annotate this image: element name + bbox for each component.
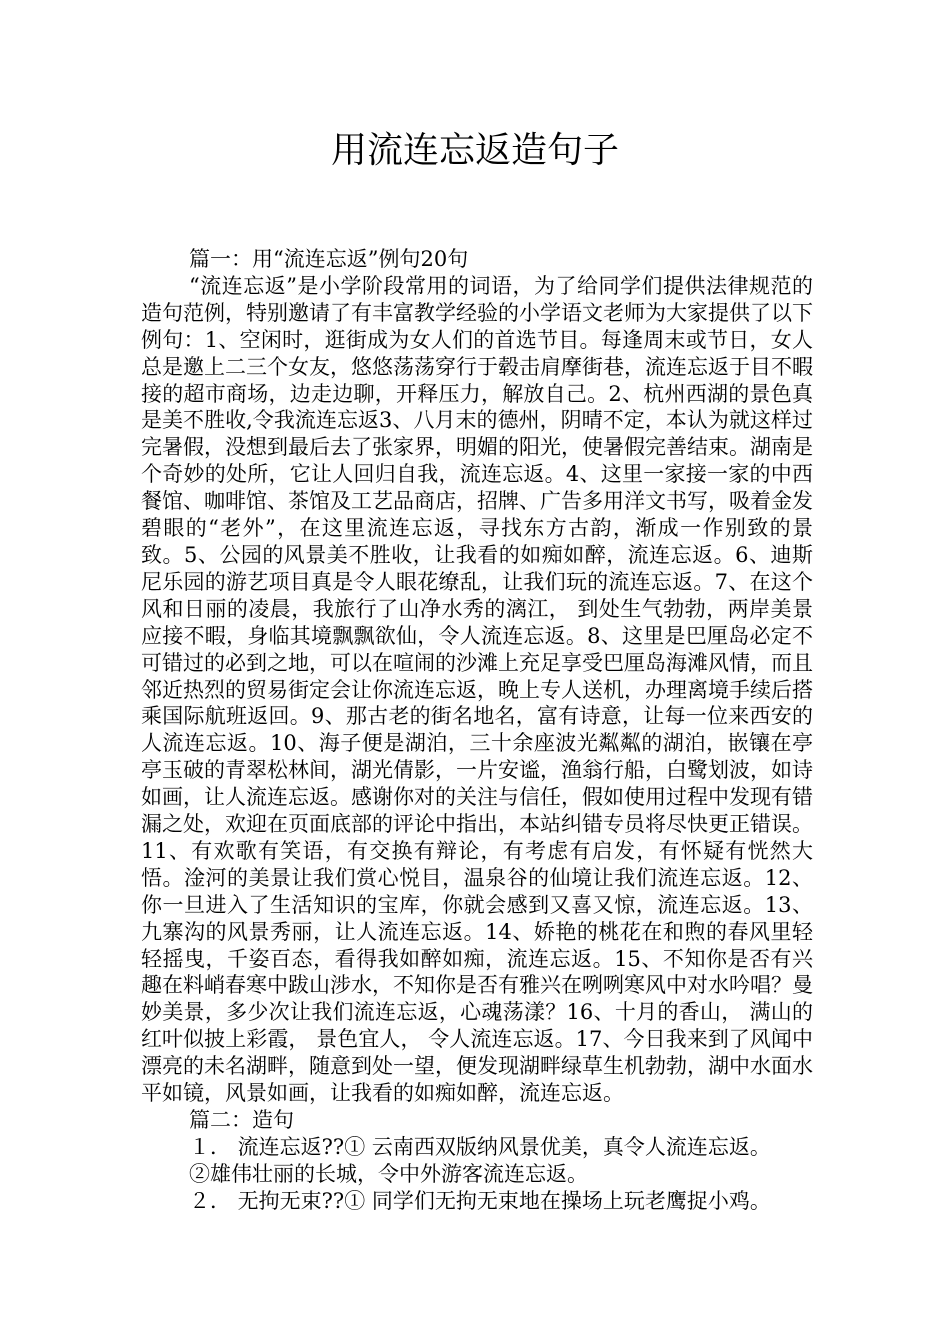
section2-heading: 篇二：造句: [189, 1108, 294, 1132]
document-body: [141, 246, 813, 1215]
document-title: 用流连忘返造句子: [330, 130, 619, 171]
section2-item-1b: ②雄伟壮丽的长城，令中外游客流连忘返。: [189, 1161, 588, 1186]
section1-paragraph: “流连忘返”是小学阶段常用的词语，为了给同学们提供法律规范的造句范例，特别邀请了有丰富教学经验的小学语文老师为大家提供了以下例句：1、空闲时，逛街成为女人们的首选节目。每逢周末或节日，女人总是邀上二三个女友，悠悠荡荡穿行于毂击肩摩街巷，流连忘返于目不暇接的超市商场，边走边聊，开释压力，解放自己。2、杭州西湖的景色真是美不胜收,令我流连忘返3、八月末的德州，阴晴不定，本认为就这样过完暑假，没想到最后去了张家界，明媚的阳光，使暑假完善结束。湖南是个奇妙的处所，它让人回归自我，流连忘返。4、这里一家接一家的中西餐馆、咖啡馆、茶馆及工艺品商店，招牌、广告多用洋文书写，吸着金发碧眼的“老外”，在这里流连忘返，寻找东方古韵，渐成一作别致的景致。5、公园的风景美不胜收，让我看的如痴如醉，流连忘返。6、迪斯尼乐园的游艺项目真是令人眼花缭乱，让我们玩的流连忘返。7、在这个风和日丽的凌晨，我旅行了山净水秀的漓江， 到处生气勃勃，两岸美景应接不暇，身临其境飘飘欲仙，令人流连忘返。8、这里是巴厘岛必定不可错过的必到之地，可以在喧闹的沙滩上充足享受巴厘岛海滩风情，而且邻近热烈的贸易街定会让你流连忘返，晚上专人送机，办理离境手续后搭乘国际航班返回。9、那古老的街名地名，富有诗意，让每一位来西安的人流连忘返。10、海子便是湖泊，三十余座波光粼粼的湖泊，嵌镶在亭亭玉破的青翠松林间，湖光倩影，一片安谧，渔翁行船，白鹭划波，如诗如画，让人流连忘返。感谢你对的关注与信任，假如使用过程中发现有错漏之处，欢迎在页面底部的评论中指出，本站纠错专员将尽快更正错误。11、有欢歌有笑语，有交换有辩论，有考虑有启发，有怀疑有恍然大悟。淦河的美景让我们赏心悦目，温泉谷的仙境让我们流连忘返。12、你一旦进入了生活知识的宝库，你就会感到又喜又惊，流连忘返。13、九寨沟的风景秀丽，让人流连忘返。14、娇艳的桃花在和煦的春风里轻轻摇曳，千姿百态，看得我如醉如痴，流连忘返。15、不知你是否有兴趣在料峭春寒中跋山涉水，不知你是否有雅兴在咧咧寒风中对水吟唱？曼妙美景，多少次让我们流连忘返，心魂荡漾？16、十月的香山， 满山的红叶似披上彩霞， 景色宜人， 令人流连忘返。17、今日我来到了风闻中漂亮的未名湖畔，随意到处一望，便发现湖畔绿草生机勃勃，湖中水面水平如镜，风景如画，让我看的如痴如醉，流连忘返。: [141, 273, 813, 1106]
section1-heading: 篇一：用“流连忘返”例句20句: [189, 247, 469, 271]
section2-item-2: ２． 无拘无束??① 同学们无拘无束地在操场上玩老鹰捉小鸡。: [189, 1188, 771, 1213]
section2-item-1: １． 流连忘返??① 云南西双版纳风景优美，真令人流连忘返。: [189, 1134, 771, 1159]
